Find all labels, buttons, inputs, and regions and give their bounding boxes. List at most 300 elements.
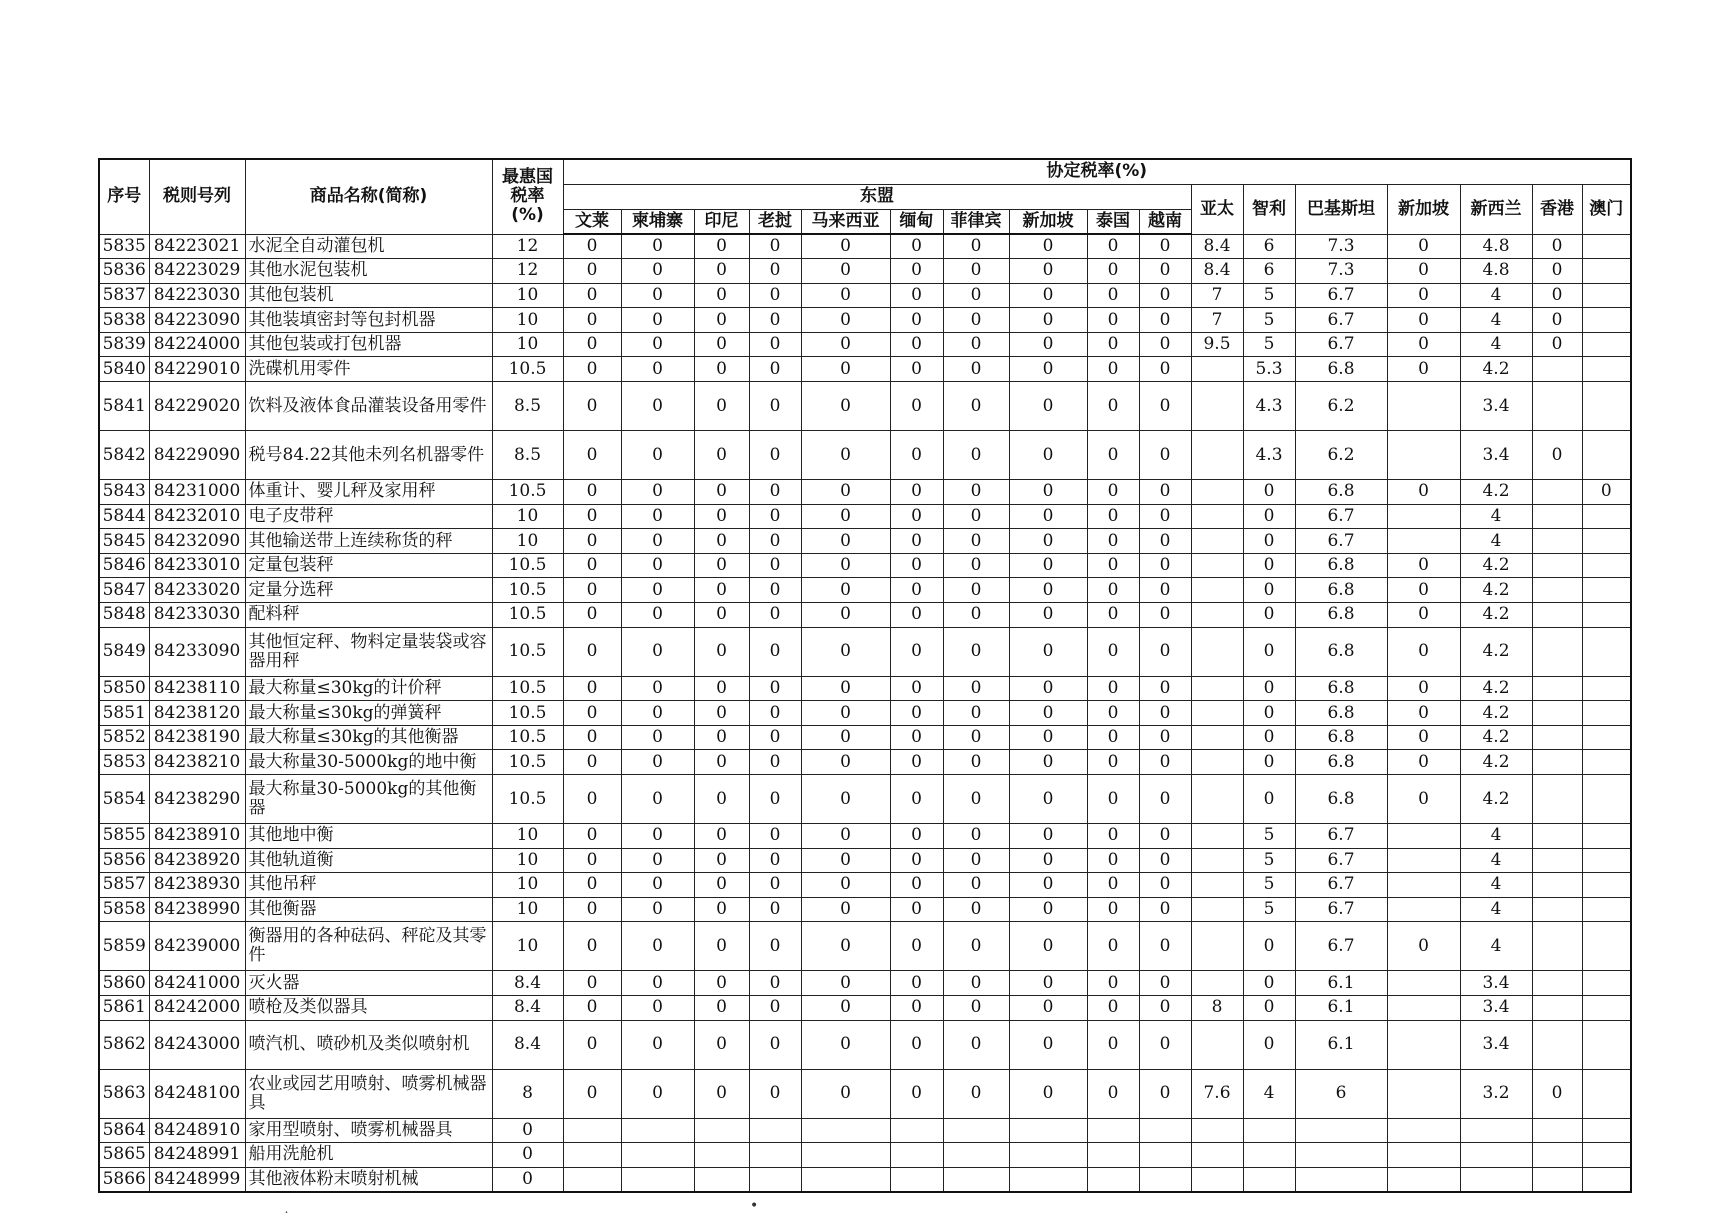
cell-seq: 5841 <box>99 382 149 431</box>
cell-asean-rate: 0 <box>749 603 801 628</box>
cell-other-rate: 4.3 <box>1243 431 1295 480</box>
cell-other-rate <box>1191 504 1243 529</box>
cell-asean-rate <box>1009 1143 1087 1168</box>
cell-other-rate <box>1582 1143 1631 1168</box>
cell-asean-rate: 0 <box>1139 480 1191 505</box>
cell-seq: 5856 <box>99 848 149 873</box>
cell-asean-rate: 0 <box>890 995 943 1020</box>
cell-asean-rate <box>694 1143 749 1168</box>
table-row <box>99 382 1631 431</box>
cell-code: 84238930 <box>149 873 245 898</box>
cell-asean-rate: 0 <box>749 234 801 259</box>
cell-other-rate <box>1582 234 1631 259</box>
cell-other-rate: 6.8 <box>1295 603 1387 628</box>
cell-asean-rate: 0 <box>694 848 749 873</box>
cell-mfn: 10 <box>492 529 563 554</box>
cell-asean-rate: 0 <box>1139 382 1191 431</box>
table-row <box>99 308 1631 333</box>
cell-asean-rate: 0 <box>890 283 943 308</box>
header-asean-4: 马来西亚 <box>801 209 890 234</box>
cell-asean-rate: 0 <box>749 529 801 554</box>
cell-asean-rate: 0 <box>563 480 621 505</box>
cell-asean-rate <box>563 1143 621 1168</box>
cell-name: 其他地中衡 <box>245 824 492 849</box>
cell-asean-rate: 0 <box>1139 873 1191 898</box>
cell-other-rate: 0 <box>1387 725 1460 750</box>
cell-asean-rate: 0 <box>943 824 1009 849</box>
cell-other-rate: 8.4 <box>1191 259 1243 284</box>
header-other-2: 巴基斯坦 <box>1295 184 1387 234</box>
cell-other-rate <box>1582 332 1631 357</box>
cell-asean-rate: 0 <box>563 357 621 382</box>
cell-code: 84231000 <box>149 480 245 505</box>
cell-asean-rate: 0 <box>943 529 1009 554</box>
cell-other-rate: 6.7 <box>1295 283 1387 308</box>
cell-asean-rate: 0 <box>1009 750 1087 775</box>
cell-other-rate: 5 <box>1243 873 1295 898</box>
cell-other-rate <box>1582 676 1631 701</box>
cell-seq: 5844 <box>99 504 149 529</box>
cell-asean-rate: 0 <box>1139 1069 1191 1118</box>
cell-asean-rate: 0 <box>801 775 890 824</box>
cell-asean-rate: 0 <box>694 529 749 554</box>
cell-seq: 5855 <box>99 824 149 849</box>
cell-asean-rate: 0 <box>801 750 890 775</box>
cell-asean-rate: 0 <box>943 382 1009 431</box>
cell-asean-rate: 0 <box>1139 332 1191 357</box>
cell-other-rate <box>1191 725 1243 750</box>
cell-name: 配料秤 <box>245 603 492 628</box>
cell-mfn: 10 <box>492 897 563 922</box>
cell-asean-rate: 0 <box>1087 750 1139 775</box>
cell-asean-rate: 0 <box>943 1069 1009 1118</box>
cell-asean-rate: 0 <box>621 603 694 628</box>
cell-seq: 5851 <box>99 701 149 726</box>
header-asean-5: 缅甸 <box>890 209 943 234</box>
table-row <box>99 603 1631 628</box>
cell-asean-rate: 0 <box>621 824 694 849</box>
cell-asean-rate: 0 <box>749 701 801 726</box>
cell-seq: 5853 <box>99 750 149 775</box>
cell-other-rate: 4 <box>1460 922 1532 971</box>
table-row <box>99 922 1631 971</box>
cell-other-rate: 0 <box>1387 332 1460 357</box>
cell-asean-rate: 0 <box>890 308 943 333</box>
cell-asean-rate: 0 <box>749 553 801 578</box>
table-row <box>99 553 1631 578</box>
cell-asean-rate: 0 <box>1087 431 1139 480</box>
cell-asean-rate: 0 <box>749 283 801 308</box>
cell-asean-rate: 0 <box>801 578 890 603</box>
cell-name: 其他液体粉末喷射机械 <box>245 1167 492 1192</box>
cell-other-rate: 0 <box>1387 234 1460 259</box>
cell-asean-rate: 0 <box>801 603 890 628</box>
cell-name: 饮料及液体食品灌装设备用零件 <box>245 382 492 431</box>
cell-seq: 5863 <box>99 1069 149 1118</box>
cell-asean-rate: 0 <box>1009 676 1087 701</box>
cell-asean-rate: 0 <box>749 676 801 701</box>
cell-asean-rate: 0 <box>1087 676 1139 701</box>
cell-asean-rate: 0 <box>801 1069 890 1118</box>
cell-other-rate: 7.3 <box>1295 259 1387 284</box>
cell-seq: 5840 <box>99 357 149 382</box>
cell-asean-rate: 0 <box>1139 848 1191 873</box>
cell-seq: 5865 <box>99 1143 149 1168</box>
cell-other-rate <box>1387 897 1460 922</box>
header-other-0: 亚太 <box>1191 184 1243 234</box>
table-row <box>99 750 1631 775</box>
cell-seq: 5862 <box>99 1020 149 1069</box>
cell-asean-rate: 0 <box>1087 848 1139 873</box>
table-row <box>99 431 1631 480</box>
cell-other-rate <box>1387 1167 1460 1192</box>
cell-asean-rate: 0 <box>890 750 943 775</box>
cell-other-rate <box>1191 1118 1243 1143</box>
cell-other-rate <box>1582 283 1631 308</box>
cell-other-rate: 0 <box>1532 332 1582 357</box>
cell-asean-rate: 0 <box>694 676 749 701</box>
cell-code: 84223029 <box>149 259 245 284</box>
cell-asean-rate: 0 <box>1009 283 1087 308</box>
cell-other-rate <box>1582 701 1631 726</box>
cell-other-rate: 6 <box>1243 234 1295 259</box>
cell-asean-rate: 0 <box>694 824 749 849</box>
cell-other-rate: 6.7 <box>1295 308 1387 333</box>
cell-asean-rate: 0 <box>1087 897 1139 922</box>
cell-asean-rate: 0 <box>890 676 943 701</box>
cell-asean-rate: 0 <box>1087 701 1139 726</box>
cell-asean-rate: 0 <box>694 480 749 505</box>
cell-asean-rate: 0 <box>801 873 890 898</box>
cell-asean-rate: 0 <box>1139 529 1191 554</box>
cell-asean-rate: 0 <box>749 775 801 824</box>
cell-other-rate: 6.8 <box>1295 701 1387 726</box>
cell-other-rate: 6.8 <box>1295 775 1387 824</box>
cell-asean-rate: 0 <box>694 357 749 382</box>
cell-asean-rate: 0 <box>563 504 621 529</box>
cell-other-rate <box>1582 1118 1631 1143</box>
cell-asean-rate: 0 <box>801 504 890 529</box>
cell-other-rate: 4 <box>1460 529 1532 554</box>
cell-other-rate <box>1387 1143 1460 1168</box>
cell-asean-rate: 0 <box>890 848 943 873</box>
cell-asean-rate: 0 <box>801 259 890 284</box>
cell-asean-rate: 0 <box>1087 283 1139 308</box>
cell-other-rate <box>1387 824 1460 849</box>
cell-asean-rate: 0 <box>1087 234 1139 259</box>
cell-asean-rate: 0 <box>621 308 694 333</box>
cell-asean-rate: 0 <box>890 578 943 603</box>
cell-seq: 5850 <box>99 676 149 701</box>
cell-asean-rate: 0 <box>890 971 943 996</box>
cell-asean-rate: 0 <box>890 480 943 505</box>
cell-other-rate <box>1191 431 1243 480</box>
cell-other-rate: 6.8 <box>1295 750 1387 775</box>
cell-asean-rate <box>563 1167 621 1192</box>
cell-asean-rate: 0 <box>749 848 801 873</box>
cell-mfn: 12 <box>492 234 563 259</box>
header-other-3: 新加坡 <box>1387 184 1460 234</box>
cell-other-rate: 0 <box>1387 283 1460 308</box>
header-other-6: 澳门 <box>1582 184 1631 234</box>
cell-seq: 5852 <box>99 725 149 750</box>
cell-other-rate: 6.8 <box>1295 578 1387 603</box>
cell-asean-rate: 0 <box>890 1069 943 1118</box>
cell-asean-rate <box>1139 1167 1191 1192</box>
cell-asean-rate: 0 <box>801 848 890 873</box>
cell-code: 84241000 <box>149 971 245 996</box>
cell-other-rate <box>1191 1020 1243 1069</box>
cell-asean-rate: 0 <box>563 824 621 849</box>
cell-asean-rate: 0 <box>943 775 1009 824</box>
cell-asean-rate: 0 <box>943 553 1009 578</box>
cell-asean-rate: 0 <box>943 259 1009 284</box>
cell-other-rate: 0 <box>1243 995 1295 1020</box>
cell-other-rate <box>1191 480 1243 505</box>
cell-other-rate <box>1387 971 1460 996</box>
cell-other-rate <box>1532 578 1582 603</box>
cell-other-rate <box>1243 1143 1295 1168</box>
cell-other-rate: 0 <box>1243 775 1295 824</box>
cell-asean-rate: 0 <box>1087 1020 1139 1069</box>
cell-asean-rate: 0 <box>890 922 943 971</box>
cell-asean-rate: 0 <box>694 382 749 431</box>
cell-asean-rate: 0 <box>749 995 801 1020</box>
cell-asean-rate: 0 <box>1009 971 1087 996</box>
cell-name: 其他输送带上连续称货的秤 <box>245 529 492 554</box>
cell-asean-rate: 0 <box>621 873 694 898</box>
cell-other-rate: 6.7 <box>1295 922 1387 971</box>
cell-other-rate: 4.2 <box>1460 578 1532 603</box>
cell-asean-rate: 0 <box>563 971 621 996</box>
table-row <box>99 824 1631 849</box>
cell-other-rate <box>1582 627 1631 676</box>
cell-asean-rate: 0 <box>621 578 694 603</box>
cell-asean-rate: 0 <box>1139 283 1191 308</box>
cell-other-rate <box>1387 431 1460 480</box>
cell-asean-rate: 0 <box>943 504 1009 529</box>
cell-asean-rate <box>563 1118 621 1143</box>
cell-asean-rate: 0 <box>563 332 621 357</box>
cell-other-rate: 0 <box>1243 922 1295 971</box>
cell-asean-rate: 0 <box>943 701 1009 726</box>
cell-asean-rate: 0 <box>563 873 621 898</box>
cell-other-rate: 5 <box>1243 308 1295 333</box>
cell-mfn: 8 <box>492 1069 563 1118</box>
cell-other-rate <box>1582 308 1631 333</box>
cell-asean-rate: 0 <box>1139 308 1191 333</box>
cell-other-rate: 6.7 <box>1295 848 1387 873</box>
cell-asean-rate: 0 <box>694 283 749 308</box>
table-row <box>99 357 1631 382</box>
cell-asean-rate: 0 <box>890 873 943 898</box>
header-code: 税则号列 <box>149 159 245 234</box>
cell-seq: 5835 <box>99 234 149 259</box>
header-asean-1: 柬埔寨 <box>621 209 694 234</box>
cell-other-rate: 0 <box>1243 504 1295 529</box>
cell-mfn: 8.4 <box>492 1020 563 1069</box>
cell-other-rate <box>1460 1167 1532 1192</box>
cell-asean-rate <box>694 1167 749 1192</box>
cell-asean-rate <box>1087 1167 1139 1192</box>
cell-code: 84248910 <box>149 1118 245 1143</box>
table-row <box>99 897 1631 922</box>
cell-asean-rate: 0 <box>943 480 1009 505</box>
cell-other-rate: 5.3 <box>1243 357 1295 382</box>
cell-asean-rate: 0 <box>694 725 749 750</box>
cell-name: 灭火器 <box>245 971 492 996</box>
cell-other-rate <box>1191 1167 1243 1192</box>
cell-asean-rate: 0 <box>749 332 801 357</box>
cell-asean-rate: 0 <box>694 259 749 284</box>
cell-asean-rate: 0 <box>563 897 621 922</box>
cell-other-rate <box>1582 775 1631 824</box>
cell-other-rate <box>1532 676 1582 701</box>
cell-asean-rate: 0 <box>621 382 694 431</box>
cell-asean-rate: 0 <box>621 897 694 922</box>
cell-other-rate: 5 <box>1243 848 1295 873</box>
cell-asean-rate <box>621 1167 694 1192</box>
cell-other-rate <box>1532 603 1582 628</box>
cell-other-rate: 6.7 <box>1295 873 1387 898</box>
cell-other-rate: 5 <box>1243 824 1295 849</box>
cell-asean-rate: 0 <box>943 676 1009 701</box>
cell-asean-rate: 0 <box>621 332 694 357</box>
cell-name: 最大称量≤30kg的弹簧秤 <box>245 701 492 726</box>
cell-other-rate <box>1243 1167 1295 1192</box>
cell-other-rate: 3.4 <box>1460 431 1532 480</box>
cell-other-rate: 6.7 <box>1295 529 1387 554</box>
cell-asean-rate: 0 <box>694 431 749 480</box>
table-row <box>99 995 1631 1020</box>
cell-code: 84238910 <box>149 824 245 849</box>
cell-other-rate <box>1532 529 1582 554</box>
cell-code: 84233090 <box>149 627 245 676</box>
cell-code: 84238990 <box>149 897 245 922</box>
cell-asean-rate: 0 <box>1009 848 1087 873</box>
table-row <box>99 332 1631 357</box>
cell-asean-rate: 0 <box>801 627 890 676</box>
cell-asean-rate: 0 <box>1009 553 1087 578</box>
cell-other-rate: 4.2 <box>1460 725 1532 750</box>
cell-other-rate: 3.4 <box>1460 971 1532 996</box>
cell-asean-rate: 0 <box>621 1020 694 1069</box>
cell-other-rate: 6.8 <box>1295 480 1387 505</box>
cell-asean-rate: 0 <box>943 234 1009 259</box>
cell-name: 洗碟机用零件 <box>245 357 492 382</box>
cell-mfn: 10 <box>492 332 563 357</box>
cell-other-rate: 4.2 <box>1460 603 1532 628</box>
cell-other-rate: 6.1 <box>1295 1020 1387 1069</box>
cell-asean-rate: 0 <box>563 848 621 873</box>
table-row <box>99 1167 1631 1192</box>
cell-asean-rate <box>943 1118 1009 1143</box>
cell-other-rate <box>1532 1020 1582 1069</box>
cell-mfn: 10.5 <box>492 357 563 382</box>
cell-asean-rate: 0 <box>749 627 801 676</box>
cell-other-rate <box>1532 995 1582 1020</box>
cell-other-rate: 6.8 <box>1295 676 1387 701</box>
cell-name: 农业或园艺用喷射、喷雾机械器具 <box>245 1069 492 1118</box>
cell-code: 84238120 <box>149 701 245 726</box>
cell-other-rate: 0 <box>1532 259 1582 284</box>
cell-asean-rate <box>749 1143 801 1168</box>
cell-asean-rate: 0 <box>694 1069 749 1118</box>
cell-asean-rate: 0 <box>749 897 801 922</box>
cell-asean-rate: 0 <box>621 701 694 726</box>
cell-mfn: 8.4 <box>492 995 563 1020</box>
table-row <box>99 1143 1631 1168</box>
cell-other-rate: 6.8 <box>1295 725 1387 750</box>
table-row <box>99 1118 1631 1143</box>
cell-seq: 5861 <box>99 995 149 1020</box>
cell-other-rate: 4 <box>1460 504 1532 529</box>
cell-mfn: 10.5 <box>492 627 563 676</box>
cell-other-rate <box>1532 553 1582 578</box>
cell-asean-rate: 0 <box>694 578 749 603</box>
cell-seq: 5836 <box>99 259 149 284</box>
cell-asean-rate: 0 <box>621 1069 694 1118</box>
cell-asean-rate: 0 <box>694 971 749 996</box>
cell-asean-rate: 0 <box>1139 1020 1191 1069</box>
cell-other-rate: 4.3 <box>1243 382 1295 431</box>
cell-asean-rate: 0 <box>621 995 694 1020</box>
cell-asean-rate: 0 <box>694 603 749 628</box>
cell-asean-rate <box>1139 1143 1191 1168</box>
cell-asean-rate: 0 <box>1087 504 1139 529</box>
cell-name: 定量包装秤 <box>245 553 492 578</box>
cell-name: 其他装填密封等包封机器 <box>245 308 492 333</box>
cell-asean-rate: 0 <box>1087 259 1139 284</box>
cell-asean-rate <box>1087 1143 1139 1168</box>
header-other-1: 智利 <box>1243 184 1295 234</box>
cell-other-rate: 4 <box>1460 873 1532 898</box>
tariff-table-container <box>98 158 1630 1193</box>
cell-other-rate: 7 <box>1191 308 1243 333</box>
cell-asean-rate: 0 <box>694 775 749 824</box>
cell-asean-rate: 0 <box>563 995 621 1020</box>
cell-other-rate <box>1532 382 1582 431</box>
cell-code: 84243000 <box>149 1020 245 1069</box>
cell-other-rate <box>1191 382 1243 431</box>
cell-other-rate <box>1191 750 1243 775</box>
cell-asean-rate: 0 <box>563 725 621 750</box>
cell-asean-rate: 0 <box>1009 922 1087 971</box>
cell-asean-rate: 0 <box>749 1020 801 1069</box>
cell-other-rate <box>1532 971 1582 996</box>
table-row <box>99 775 1631 824</box>
cell-asean-rate <box>694 1118 749 1143</box>
cell-other-rate <box>1582 1167 1631 1192</box>
cell-other-rate: 0 <box>1387 701 1460 726</box>
cell-other-rate <box>1582 873 1631 898</box>
cell-asean-rate: 0 <box>1087 922 1139 971</box>
cell-code: 84248999 <box>149 1167 245 1192</box>
cell-name: 最大称量≤30kg的其他衡器 <box>245 725 492 750</box>
cell-other-rate: 0 <box>1387 553 1460 578</box>
cell-asean-rate: 0 <box>563 529 621 554</box>
cell-asean-rate: 0 <box>563 676 621 701</box>
cell-other-rate: 0 <box>1387 627 1460 676</box>
cell-asean-rate: 0 <box>749 259 801 284</box>
cell-other-rate: 0 <box>1243 627 1295 676</box>
cell-asean-rate: 0 <box>801 676 890 701</box>
cell-other-rate: 6.7 <box>1295 824 1387 849</box>
cell-other-rate <box>1191 824 1243 849</box>
cell-other-rate <box>1582 553 1631 578</box>
cell-asean-rate: 0 <box>1139 750 1191 775</box>
cell-mfn: 10.5 <box>492 701 563 726</box>
